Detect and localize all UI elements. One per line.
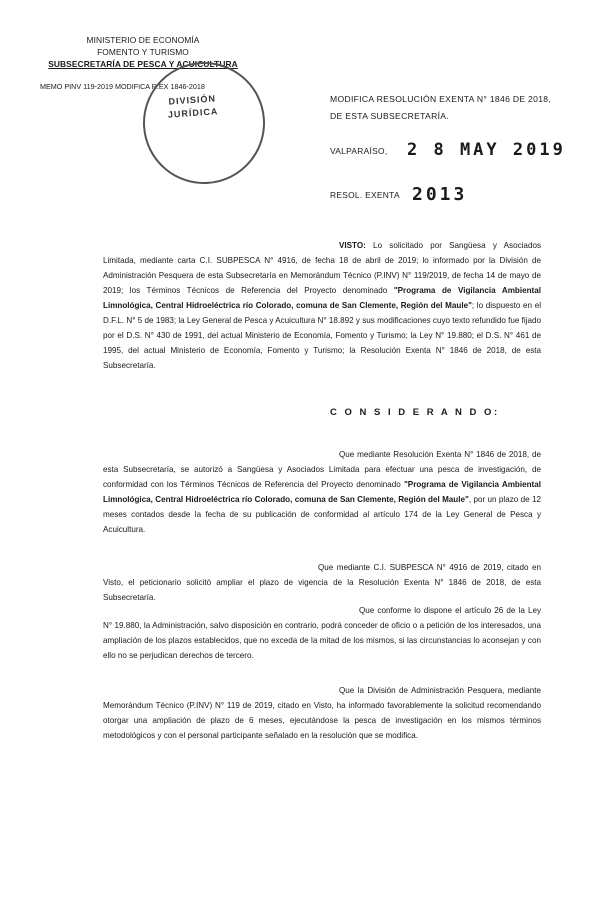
visto-text-2: ; lo dispuesto en el D.F.L. N° 5 de 1983; la Ley General de Pesca y Acuicultura N° 18.892 y sus modificaciones cuyo texto refundido fue fijado por el D.S. N° 430 de 1991, del actual Ministerio de Economía, Fomento y Turismo; la Ley N° 19.880; el D.S. N° 461 de 1995, del actual Ministerio de Economía, Fomento y Turismo; la Resolución Exenta N° 1846 de 2018, de esta Subsecretaría.	[103, 301, 541, 370]
considerando-paragraph-4	[103, 683, 541, 743]
place-label: VALPARAÍSO,	[330, 146, 388, 156]
stamp-text	[156, 92, 230, 131]
considerando-2-text: Que mediante C.I. SUBPESCA N° 4916 de 2019, citado en Visto, el peticionario solicitó ampliar el plazo de vigencia de la Resolución Exenta N° 1846 de 2018, de esta Subsecretaría.	[103, 563, 541, 602]
visto-project-name: "Programa de Vigilancia Ambiental Limnológica, Central Hidroeléctrica río Colorado, comuna de San Clemente, Región del Maule"	[103, 286, 541, 310]
considerando-3-text: Que conforme lo dispone el artículo 26 de la Ley N° 19.880, la Administración, salvo disposición en contrario, podrá conceder de oficio o a petición de los interesados, una ampliación de los plazos establecidos, que no exceda de la mitad de los mismos, si las circunstancias lo aconsejan y con ello no se perjudican derechos de tercero.	[103, 606, 541, 660]
ministry-name: MINISTERIO DE ECONOMÍA	[86, 35, 200, 45]
considerando-heading: C O N S I D E R A N D O:	[330, 407, 500, 418]
considerando-4-text: Que la División de Administración Pesquera, mediante Memorándum Técnico (P.INV) N° 119 de 2019, citado en Visto, ha informado favorablemente la solicitud recomendando otorgar una ampliación de plazo de 6 meses, ejecutándose la pesca de investigación en los mismos términos metodológicos y con el personal participante señalado en la resolución que se modifica.	[103, 686, 541, 740]
visto-section	[103, 238, 541, 373]
subsecretaria-name: SUBSECRETARÍA DE PESCA Y ACUICULTURA	[48, 59, 238, 69]
considerando-paragraph-2	[103, 560, 541, 605]
visto-paragraph	[103, 238, 541, 373]
considerando-1-project-name: "Programa de Vigilancia Ambiental Limnológica, Central Hidroeléctrica río Colorado, comuna de San Clemente, Región del Maule"	[103, 480, 542, 504]
considerando-1-text-a: Que mediante Resolución Exenta N° 1846 de 2018, de esta Subsecretaría, se autorizó a Sangüesa y Asociados Limitada para efectuar una pesca de investigación, de conformidad con los Términos Técnicos de Referencia del Proyecto denominado	[103, 450, 541, 489]
considerando-1-text-b: , por un plazo de 12 meses contados desde la fecha de su publicación de conformidad al artículo 174 de la Ley General de Pesca y Acuicultura.	[103, 495, 541, 534]
memo-reference: MEMO PINV 119-2019 MODIFICA R.EX 1846-2018	[40, 82, 205, 91]
stamp-line-1: DIVISIÓN	[168, 93, 217, 107]
resolution-number: 2013	[412, 184, 468, 205]
visto-text-1: Lo solicitado por Sangüesa y Asociados Limitada, mediante carta C.I. SUBPESCA N° 4916, de fecha 18 de abril de 2019; lo informado por la División de Administración Pesquera de esta Subsecretaría en Memorándum Técnico (P.INV) N° 119/2019, de fecha 14 de mayo de 2019; los Términos Técnicos de Referencia del Proyecto denominado	[103, 241, 541, 295]
stamp-line-2: JURÍDICA	[167, 106, 219, 120]
visto-label: VISTO:	[339, 241, 366, 250]
considerando-paragraph-1	[103, 447, 541, 537]
considerando-paragraph-3	[103, 603, 541, 663]
ministry-subname: FOMENTO Y TURISMO	[97, 47, 189, 57]
resolution-label: RESOL. EXENTA	[330, 190, 400, 200]
date-stamp: 2 8 MAY 2019	[407, 140, 566, 160]
resolution-reference: MODIFICA RESOLUCIÓN EXENTA N° 1846 DE 2018, DE ESTA SUBSECRETARÍA.	[330, 94, 552, 121]
